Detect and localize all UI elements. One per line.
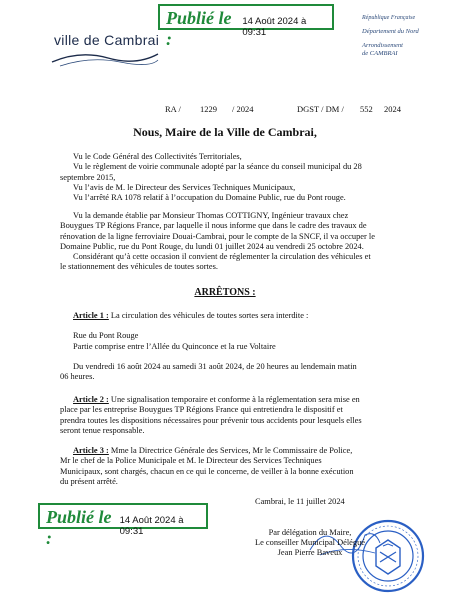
administrative-header bbox=[362, 14, 448, 58]
reference-line bbox=[0, 104, 450, 116]
visa-line: septembre 2015, bbox=[60, 172, 116, 182]
article-2-label: Article 2 : bbox=[73, 395, 109, 404]
ra-year: / 2024 bbox=[232, 104, 254, 114]
department-label: Département du Nord bbox=[362, 28, 419, 35]
visa-line: Vu le règlement de voirie communale adopté par la séance du conseil municipal du 28 bbox=[73, 162, 362, 172]
publication-label: Publié le : bbox=[46, 507, 112, 548]
article-1-street: Rue du Pont Rouge bbox=[73, 331, 139, 341]
publication-stamp-top bbox=[158, 4, 334, 49]
request-line: Considérant qu’à cette occasion il convient de réglementer la circulation des véhicules et bbox=[73, 252, 371, 262]
article-3-line: Municipaux, sont chargés, chacun en ce qui le concerne, de veiller à la bonne exécution bbox=[60, 466, 354, 476]
request-line: Bouygues TP Régions France, par laquelle il nous informe que dans le cadre des travaux de bbox=[60, 221, 367, 231]
article-1-period: Du vendredi 16 août 2024 au samedi 31 août 2024, de 20 heures au lendemain matin bbox=[73, 361, 357, 371]
article-1 bbox=[60, 311, 405, 382]
dgst-label: DGST / DM / bbox=[297, 104, 344, 114]
place-date: Cambrai, le 11 juillet 2024 bbox=[255, 497, 345, 506]
logo-waves bbox=[50, 48, 160, 68]
request-line: Vu la demande établie par Monsieur Thomas COTTIGNY, Ingénieur travaux chez bbox=[73, 211, 349, 220]
visa-line: Vu l’arrêté RA 1078 relatif à l’occupation du Domaine Public, rue du Pont rouge. bbox=[73, 193, 346, 203]
publication-label: Publié le : bbox=[166, 8, 232, 49]
visas-block bbox=[60, 152, 400, 203]
request-line: rénovation de la ligne ferroviaire Douai-Cambrai, pour le compte de la SNCF, il va occuper le bbox=[60, 231, 375, 241]
article-2-line: Une signalisation temporaire et conforme à la réglementation sera mise en bbox=[110, 395, 360, 404]
article-3-line: Mr le chef de la Police Municipale et M. le Directeur des Services Techniques bbox=[60, 456, 322, 466]
request-line: Domaine Public, rue du Pont Rouge, du lundi 01 juillet 2024 au vendredi 25 octobre 2024. bbox=[60, 241, 364, 251]
article-2-line: seront tenue responsable. bbox=[60, 425, 145, 435]
publication-stamp-bottom bbox=[38, 503, 208, 548]
publication-date: 14 Août 2024 à 09:31 bbox=[242, 16, 307, 38]
article-1-period-end: 06 heures. bbox=[60, 372, 95, 382]
article-3 bbox=[60, 446, 405, 487]
dgst-number: 552 bbox=[360, 104, 373, 114]
ra-number: 1229 bbox=[200, 104, 217, 114]
dgst-year: 2024 bbox=[384, 104, 401, 114]
article-2-line: place par les entreprise Bouygues TP Régions France qui entretiendra le dispositif et bbox=[60, 405, 343, 415]
article-3-line: Mme la Directrice Générale des Services, Mr le Commissaire de Police, bbox=[110, 446, 353, 455]
arrondissement-label: Arrondissement bbox=[362, 42, 403, 49]
republic-label: République Française bbox=[362, 15, 416, 21]
signature-delegation: Par délégation du Maire, bbox=[268, 528, 352, 537]
page-title: Nous, Maire de la Ville de Cambrai, bbox=[133, 125, 317, 139]
signature-block bbox=[225, 528, 395, 558]
ra-label: RA / bbox=[165, 104, 181, 114]
arrondissement-name: de CAMBRAI bbox=[362, 50, 398, 57]
article-1-label: Article 1 : bbox=[73, 311, 109, 320]
article-3-line: du présent arrêté. bbox=[60, 476, 118, 486]
visa-line: Vu l’avis de M. le Directeur des Services Techniques Municipaux, bbox=[73, 182, 296, 192]
publication-date: 14 Août 2024 à 09:31 bbox=[119, 515, 184, 537]
visa-line: Vu le Code Général des Collectivités Territoriales, bbox=[73, 152, 242, 161]
signature-role: Le conseiller Municipal Délégué bbox=[255, 538, 365, 547]
request-line: le stationnement des véhicules de toutes sortes. bbox=[60, 262, 218, 272]
arretons-heading: ARRÊTONS : bbox=[194, 287, 256, 298]
city-logo bbox=[50, 30, 160, 70]
article-1-text: La circulation des véhicules de toutes sortes sera interdite : bbox=[110, 311, 309, 320]
signature-name: Jean Pierre Baveux bbox=[277, 548, 343, 557]
logo-text: ville de Cambrai bbox=[54, 32, 160, 48]
request-block bbox=[60, 211, 405, 273]
article-2-line: prendra toutes les dispositions nécessaires pour prévenir tous accidents pour lesquels elles bbox=[60, 415, 362, 425]
article-1-section: Partie comprise entre l’Allée du Quinconce et la rue Voltaire bbox=[73, 341, 276, 351]
article-2 bbox=[60, 395, 405, 436]
article-3-label: Article 3 : bbox=[73, 446, 109, 455]
